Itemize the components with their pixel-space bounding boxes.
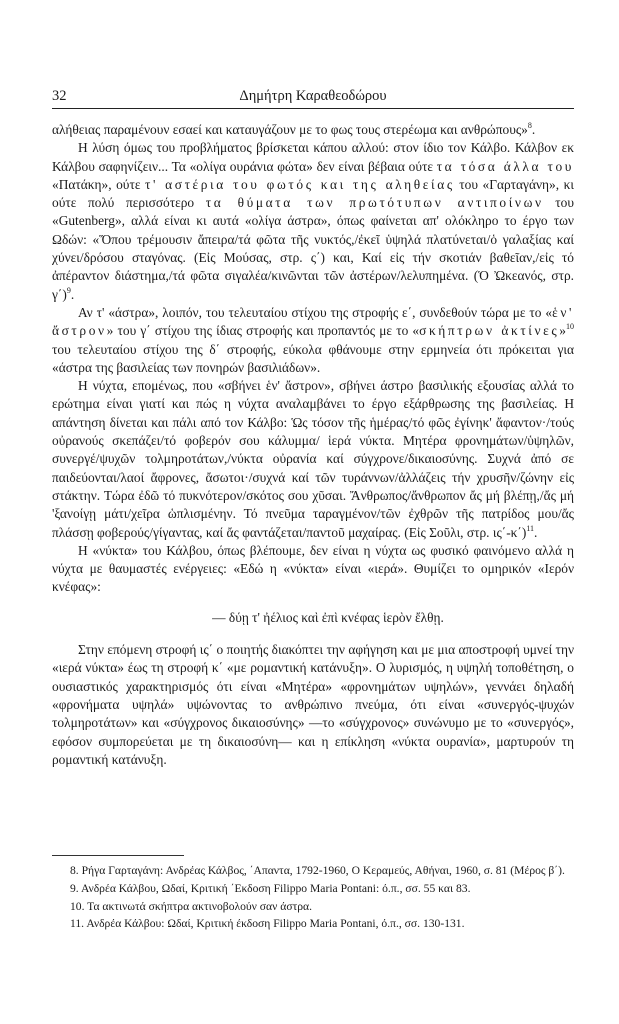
footnote-11: 11. Ανδρέα Κάλβου: Ωδαί, Κριτική έκδοση Filippo Maria Pontani, ό.π., σσ. 130-131.	[70, 917, 465, 931]
text-run: » του γ΄ στίχου της ίδιας στροφής και προπαντός με το «	[106, 323, 420, 339]
text-run: του «Γαρταγάνη», κι ούτε πολύ περισσότερο	[52, 176, 574, 211]
text-run: .	[70, 286, 75, 302]
paragraph-4	[52, 377, 574, 542]
paragraph-6	[52, 641, 574, 769]
footnote-ref: 11	[526, 523, 535, 533]
footnotes	[52, 855, 574, 934]
footnote-ref: 10	[566, 322, 574, 332]
page-content	[52, 88, 574, 769]
text-run: .	[534, 524, 538, 540]
homeric-quote: — δύῃ τ' ἠέλιος καὶ ἐπὶ κνέφας ἱερὸν ἔλθῃ.	[212, 609, 444, 625]
footnote-ref: 8	[527, 121, 532, 130]
text-run: Η λύση όμως του προβλήματος βρίσκεται κάπου αλλού: στον ίδιο τον Κάλβο. Κάλβον εκ Κάλβου σαφηνίζειν... Τα «ολίγα ουράνια φώτα» δεν είναι βέβαια ούτε	[52, 140, 574, 174]
spaced-quote: τα τόσα άλλα του	[436, 158, 574, 174]
spaced-quote: ἑν' ἄστρον	[52, 304, 574, 339]
text-run: »	[559, 323, 566, 339]
text-run: Η «νύκτα» του Κάλβου, όπως βλέπουμε, δεν είναι η νύχτα ως φυσικό φαινόμενο αλλά η νύχτα με θαυμαστές ενέργειες: «Εδώ η «νύκτα» είναι «ιερά». Θυμίζει το ομηρικόν «Ιερόν κνέφας»:	[52, 542, 574, 595]
footnote-9: 9. Ανδρέα Κάλβου, Ωδαί, Κριτική ΄Εκδοση Filippo Maria Pontani: ό.π., σσ. 55 και 83.	[70, 881, 471, 895]
text-run: Η νύχτα, επομένως, που «σβήνει ἑν' ἄστρον», σβήνει άστρο βασιλικής εξουσίας αλλά το ερώτημα είναι γιατί και πώς η νύχτα αναλαμβάνει το έργο εξάρθρωσης της βασιλείας. Η απάντηση δίνεται και πάλι από τον Κάλβο: Ὡς τόσον τῆς ἡμέρας/τό φῶς ἐγίνηκ' ἄφαντον·/τούς οὐρανούς σκεπάζει/τό φοβερόν σου κάλυμμα/ ἱερά νύκτα. Μητέρα φρονημάτων/ὑψηλῶν, συνεργέ/ψυχῶν τολμηροτάτων,/νύκτα οὐρανία καί σύγχρονε/δικαιοσύνης. Συχνά ἀπό σε παιδεύονται/λαοί ἄφρονες, ἄσωτοι·/συχνά καί τῶν τυράννων/ἀλλάζεις τήν χρυσῆν/ζώνην εἰς στάκτην. Τώρα ἐδῶ τό πυκνότερον/σκότος σου χῦσαι. Ἄνθρωπος/ἄνθρωπον ἄς μή βλέπῃ,/ἄς μή 'ξανοίγῃ μάτι/χεῖρα ὡπλισμένην. Τό πνεῦμα ταραγμένον/τῶν ἐχθρῶν τῆς πατρίδος μου/ἄς πλάσσῃ φοβερούς/γίγαντας, καί ἄς φαντάζεται/παντοῦ μαχαίρας. (Εἰς Σοῦλι, στρ. ις΄-κ΄)	[52, 378, 574, 540]
spaced-quote: τ' αστέρια του φωτός και της αληθείας	[145, 176, 455, 192]
paragraph-5	[52, 542, 574, 597]
footnote-rule	[52, 855, 184, 856]
running-head: Δημήτρη Καραθεοδώρου	[239, 88, 387, 104]
footnote-10: 10. Τα ακτινωτά σκήπτρα ακτινοβολούν σαν άστρα.	[70, 899, 312, 913]
text-run: .	[531, 122, 536, 137]
text-run: Στην επόμενη στροφή ις΄ ο ποιητής διακόπτει την αφήγηση και με μια αποστροφή υμνεί την «ιερά νύκτα» έως τη στροφή κ΄ «με ρομαντική κατάνυξη». Ο λυρισμός, η υψηλή τοποθέτηση, ο ουσιαστικός χαρακτηρισμός ότι είναι «Μητέρα» «φρονημάτων υψηλών», γεννάει δηλαδή «φρονήματα υψηλά» υψώνοντας το ανθρώπινο πνεύμα, ότι είναι «συνεργός-ψυχών τολμηροτάτων» και «σύγχρονος δικαιοσύνης» —το «σύγχρονος» συνώνυμο με το «συνεργός», εφόσον συμπορεύεται με τη δικαιοσύνη— και η επίκληση «νύκτα ουρανία», μαρτυρούν τη ρομαντική κατάνυξη.	[52, 642, 574, 767]
spaced-quote: τα θύματα των πρωτότυπων αντιποίνων	[205, 195, 544, 211]
text-run: του «Gutenberg», αλλά είναι κι αυτά «ολίγα άστρα», όπως φαίνεται απ' ολόκληρο το έργο των Ωδών: «Ὅπου τρέμουσιν ἄπειρα/τά φῶτα τῆς νυκτός,/ἐκεῖ ὑψηλά πλατύνεται/ὁ γαλαξίας καί χύνει/δρόσου σταγόνας. (Εἰς Μούσας, στρ. ς΄) και, Καί εἰς τήν σκοτιάν βαθεῖαν,/εἰς τό ἀπέραντον διάστημα,/τά φῶτα σιγαλέα/κινῶνται τῶν ἀστέρων/λελυπημένα. (Ὁ Ὠκεανός, στρ. γ΄)	[52, 195, 574, 302]
page-header	[52, 88, 574, 109]
footnote-8: 8. Ρήγα Γαρταγάνη: Ανδρέας Κάλβος, ΄Απαντα, 1792-1960, Ο Κεραμεύς, Αθήναι, 1960, σ. 81 (Μέρος β΄).	[70, 864, 565, 877]
spaced-quote: σκήπτρων ἀκτίνες	[419, 323, 560, 339]
body-text	[52, 121, 574, 769]
footnote-ref: 9	[66, 285, 71, 295]
paragraph-1	[52, 121, 574, 139]
page-number: 32	[52, 88, 67, 104]
paragraph-3	[52, 304, 574, 377]
text-run: του τελευταίου στίχου της δ΄ στροφής, εύκολα φθάνουμε στην ερμηνεία ότι πρόκειται για «άστρα της βασιλείας των πονηρών βασιλιάδων».	[52, 341, 574, 375]
text-run: Αν τ' «άστρα», λοιπόν, του τελευταίου στίχου της στροφής ε΄, συνδεθούν τώρα με το «	[78, 304, 553, 320]
text-run: αλήθειας παραμένουν εσαεί και καταυγάζουν με το φως τους στερέωμα και ανθρώπους»	[52, 122, 528, 137]
text-run: «Πατάκη», ούτε	[52, 176, 145, 192]
paragraph-2	[52, 139, 574, 304]
